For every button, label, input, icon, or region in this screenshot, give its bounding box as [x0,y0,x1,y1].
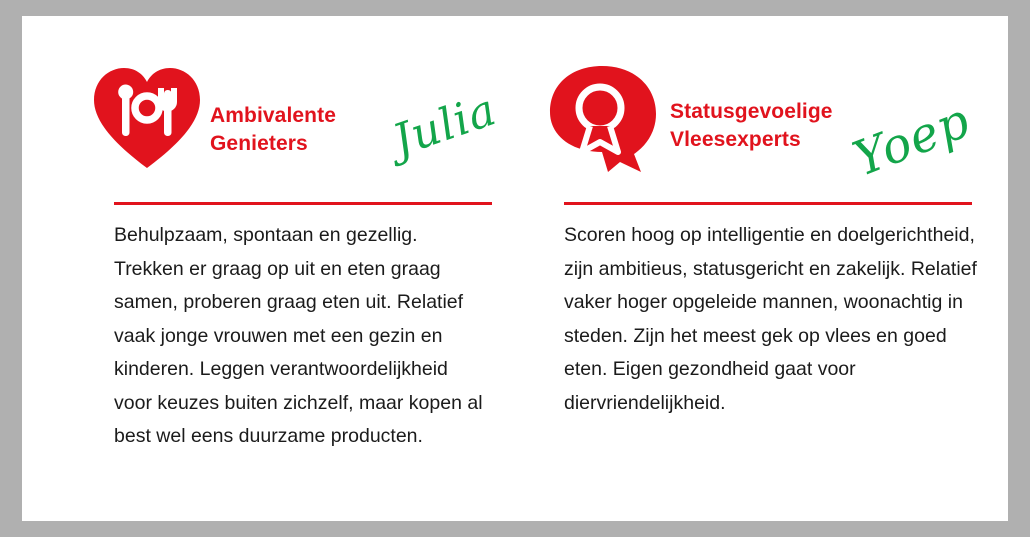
persona-card-ambivalente-genieters [92,64,503,448]
award-ribbon-rosette-icon [542,64,652,174]
card-header [542,64,978,188]
card-body-text: Scoren hoog op intelligentie en doelgerichtheid, zijn ambitieus, statusgericht en zakelijk. Relatief vaker hoger opgeleide mannen, woonachtig in steden. Zijn het meest gek op vlees en goed eten. Eigen gezondheid gaat voor diervriendelijkheid. [564,224,977,414]
divider [114,202,492,205]
card-body-text: Behulpzaam, spontaan en gezellig. Trekken er graag op uit en eten graag samen, proberen graag eten uit. Relatief vaak jonge vrouwen met een gezin en kinderen. Leggen verantwoordelijkheid voor keuzes buiten zichzelf, maar kopen al best wel eens duurzame producten. [114,224,483,448]
handwritten-note-yoep: Yoep [845,92,978,188]
card-header [92,64,503,174]
persona-card-container [22,16,1008,521]
card-title [210,102,336,159]
slide-canvas [22,16,1008,521]
card-title [670,98,833,155]
persona-card-statusgevoelige-vleesexperts [542,64,978,414]
card-title-line-2: Vleesexperts [670,128,801,152]
card-title-line-1: Ambivalente [210,104,336,127]
card-title-line-1: Statusgevoelige [670,100,833,123]
heart-with-fork-and-knife-icon [92,64,202,174]
divider [564,202,972,205]
card-title-line-2: Genieters [210,132,308,156]
handwritten-note-julia: Julia [386,84,503,167]
